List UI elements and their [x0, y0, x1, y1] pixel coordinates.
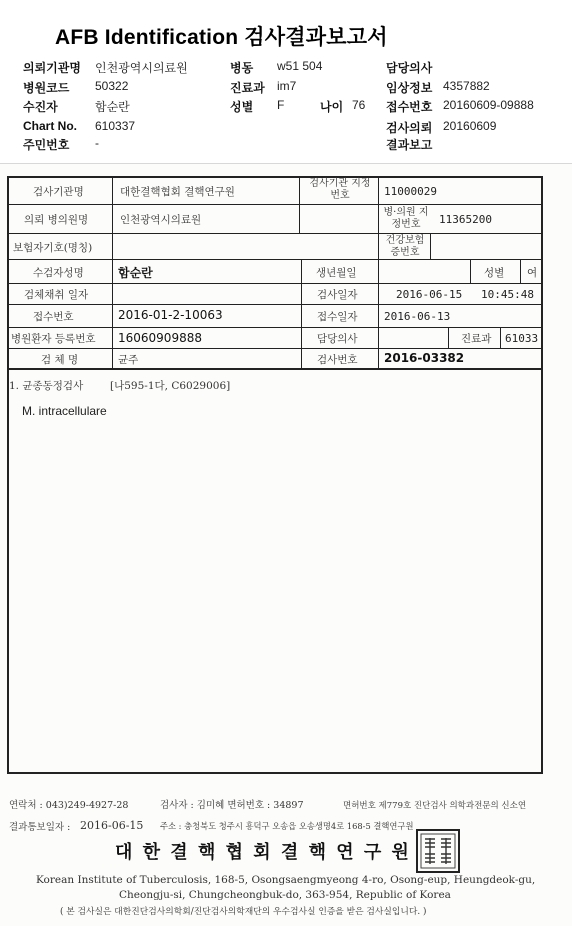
- specialist: 면허번호 제779호 진단검사 의학과전문의 신소연: [343, 801, 527, 811]
- header-label: 수진자: [23, 100, 58, 114]
- header-value: 함순란: [95, 100, 130, 114]
- sex-value: 여: [527, 267, 538, 279]
- req-code-label: 병·의원 지정번호: [383, 207, 429, 230]
- header-value: 4357882: [443, 79, 490, 93]
- header-value: F: [277, 98, 285, 112]
- specimen-label: 검 체 명: [41, 354, 79, 366]
- test-no: 2016-03382: [384, 351, 465, 365]
- specimen-value: 균주: [118, 354, 139, 366]
- header-label: 접수번호: [386, 100, 433, 114]
- test-date-label: 검사일자: [317, 289, 358, 301]
- dept-label: 진료과: [461, 333, 492, 345]
- req-value: 인천광역시의료원: [120, 214, 202, 226]
- inst-code-label: 검사기관 지정번호: [309, 178, 371, 201]
- report-title: AFB Identification 검사결과보고서: [55, 26, 388, 49]
- header-label: 검사의뢰: [386, 121, 433, 135]
- header-label: 진료과: [230, 81, 265, 95]
- tester: 검사자 : 김미혜 면허번호 : 34897: [160, 800, 304, 811]
- collect-label: 검체채취 일자: [24, 289, 89, 301]
- header-value: 76: [352, 98, 366, 112]
- result-heading: 1. 균종동정검사: [9, 380, 84, 392]
- health-label: 건강보험 증번호: [385, 235, 425, 258]
- header-value: im7: [277, 79, 297, 93]
- reg-label: 병원환자 등록번호: [11, 333, 96, 345]
- header-label: 임상정보: [386, 81, 433, 95]
- test-time: 10:45:48: [481, 288, 534, 301]
- inst-label: 검사기관명: [33, 186, 84, 198]
- recv-date: 2016-06-13: [384, 310, 451, 323]
- header-value: 610337: [95, 119, 136, 133]
- header-value: 인천광역시의료원: [95, 61, 188, 75]
- patient-name: 함순란: [118, 266, 153, 280]
- result-value: M. intracellulare: [22, 404, 107, 418]
- header-label: 나이: [320, 100, 344, 114]
- recv-no-label: 접수번호: [33, 311, 74, 323]
- patient-label: 수검자성명: [33, 267, 84, 279]
- req-code: 11365200: [439, 213, 492, 226]
- org-en-line1: Korean Institute of Tuberculosis, 168-5, Osongsaengmyeong 4-ro, Osong-eup, Heungdeok-gu,: [36, 874, 536, 886]
- header-value: 20160609-09888: [443, 98, 534, 112]
- header-label: 병동: [230, 61, 254, 75]
- sex-label: 성별: [484, 267, 505, 279]
- inst-code: 11000029: [384, 185, 437, 198]
- header-label: 의뢰기관명: [23, 61, 81, 75]
- report-date: 2016-06-15: [80, 819, 144, 832]
- org-name: 대 한 결 핵 협 회 결 핵 연 구 원: [115, 842, 411, 863]
- header-value: 20160609: [443, 119, 497, 133]
- header-label: 결과보고: [386, 138, 433, 152]
- test-no-label: 검사번호: [317, 354, 358, 366]
- header-label: 담당의사: [386, 61, 433, 75]
- result-code: [나595-1다, C6029006]: [110, 380, 231, 392]
- dob-label: 생년월일: [316, 267, 357, 279]
- dept-value: 61033: [505, 332, 539, 345]
- recv-date-label: 접수일자: [317, 311, 358, 323]
- org-en-line2: Cheongju-si, Chungcheongbuk-do, 363-954, Republic of Korea: [119, 889, 451, 901]
- contact: 연락처 : 043)249-4927-28: [9, 800, 129, 811]
- report-date-label: 결과통보일자 :: [9, 822, 71, 833]
- reg-no: 16060909888: [118, 331, 202, 345]
- header-label: 병원코드: [23, 81, 70, 95]
- req-label: 의뢰 병의원명: [24, 214, 89, 226]
- header-value: 50322: [95, 79, 129, 93]
- header-value: -: [95, 136, 99, 150]
- header-label: 주민번호: [23, 138, 70, 152]
- official-seal: [416, 829, 460, 873]
- header-label: Chart No.: [23, 119, 77, 133]
- insured-label: 보험자기호(명칭): [13, 242, 93, 254]
- cert-note: ( 본 검사실은 대한진단검사의학회/진단검사의학재단의 우수검사실 인증을 받은 검사실입니다. ): [60, 907, 427, 917]
- doctor-label: 담당의사: [317, 333, 358, 345]
- recv-no: 2016-01-2-10063: [118, 308, 223, 322]
- inst-value: 대한결핵협회 결핵연구원: [120, 186, 235, 198]
- address-kr: 주소 : 충청북도 청주시 흥덕구 오송읍 오송생명4로 168-5 결핵연구원: [160, 821, 414, 831]
- header-value: w51 504: [277, 59, 323, 73]
- test-date: 2016-06-15: [396, 288, 463, 301]
- header-label: 성별: [230, 100, 254, 114]
